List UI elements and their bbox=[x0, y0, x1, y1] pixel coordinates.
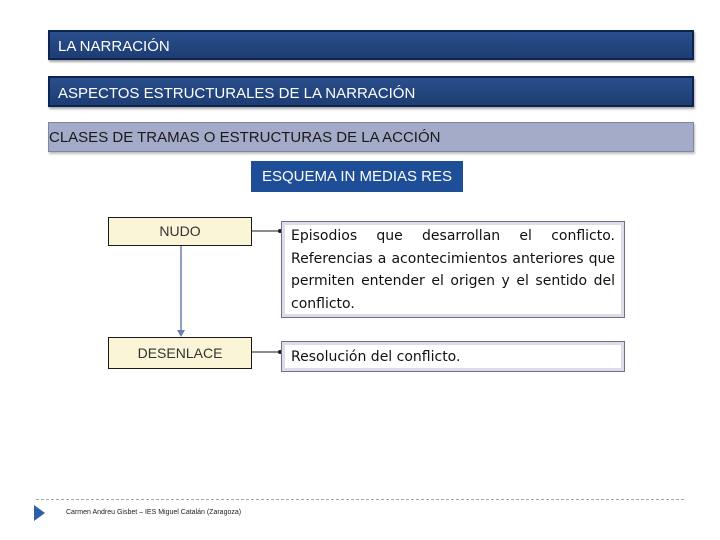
footer-credit: Carmen Andreu Gisbet – IES Miguel Catalán (Zaragoza) bbox=[66, 509, 242, 516]
desenlace-description: Resolución del conflicto. bbox=[281, 341, 625, 372]
title-bar-clases: CLASES DE TRAMAS O ESTRUCTURAS DE LA ACCIÓN bbox=[48, 122, 694, 152]
scheme-title: ESQUEMA IN MEDIAS RES bbox=[251, 161, 463, 192]
down-arrow-icon bbox=[177, 330, 185, 337]
footer-divider bbox=[36, 499, 684, 500]
footer-arrow-icon bbox=[34, 505, 45, 521]
node-desenlace: DESENLACE bbox=[108, 337, 252, 369]
title-bar-narracion: LA NARRACIÓN bbox=[48, 30, 694, 60]
node-nudo: NUDO bbox=[108, 217, 252, 246]
title-bar-aspectos: ASPECTOS ESTRUCTURALES DE LA NARRACIÓN bbox=[48, 76, 694, 107]
nudo-description: Episodios que desarrollan el conflicto. Referencias a acontecimientos anteriores que permiten entender el origen y el sentido del conflicto. bbox=[281, 221, 625, 318]
